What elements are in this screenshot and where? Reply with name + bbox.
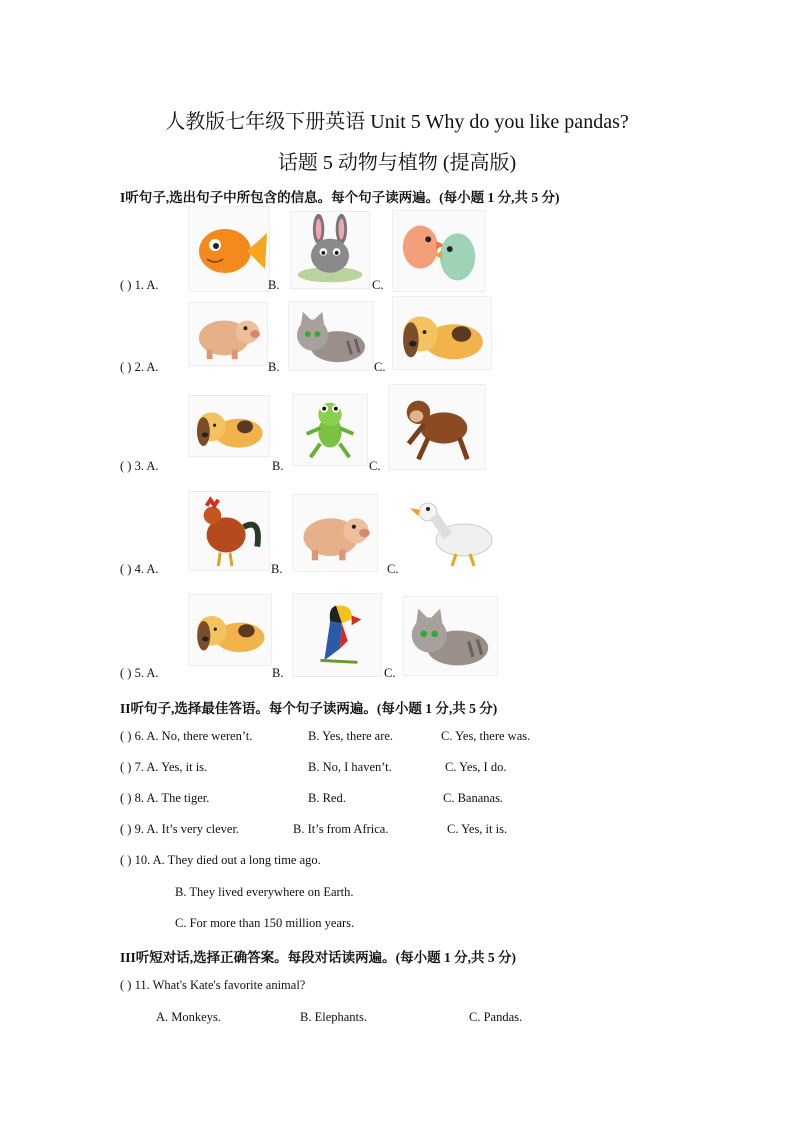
q4-option-c: C. (387, 562, 399, 576)
duck-picture (404, 492, 500, 572)
q2-option-b: B. (268, 360, 280, 374)
q10-option-c: C. For more than 150 million years. (175, 916, 355, 930)
q2-number: ( ) 2. A. (120, 360, 159, 374)
q1-option-b: B. (268, 278, 280, 292)
q2-option-c: C. (374, 360, 386, 374)
rabbit-picture (290, 211, 370, 289)
section-2-heading: II听句子,选择最佳答语。每个句子读两遍。(每小题 1 分,共 5 分) (120, 701, 498, 716)
q8-option-a: ( ) 8. A. The tiger. (120, 791, 210, 805)
q3-option-c: C. (369, 459, 381, 473)
pig-picture (188, 302, 268, 366)
q5-option-c: C. (384, 666, 396, 680)
q1-number: ( ) 1. A. (120, 278, 159, 292)
q3-option-b: B. (272, 459, 284, 473)
q9-option-c: C. Yes, it is. (447, 822, 508, 836)
q11-option-b: B. Elephants. (300, 1010, 368, 1024)
q11-option-a: A. Monkeys. (156, 1010, 221, 1024)
q10-option-a: ( ) 10. A. They died out a long time ago. (120, 853, 321, 867)
dog-picture (188, 594, 272, 666)
q9-option-a: ( ) 9. A. It’s very clever. (120, 822, 240, 836)
q7-option-b: B. No, I haven’t. (308, 760, 392, 774)
rooster-picture (188, 491, 270, 571)
q4-option-b: B. (271, 562, 283, 576)
birds-picture (392, 210, 486, 292)
dog-picture (188, 395, 270, 457)
q4-number: ( ) 4. A. (120, 562, 159, 576)
page-title: 人教版七年级下册英语 Unit 5 Why do you like pandas? (165, 111, 629, 133)
frog-picture (292, 394, 368, 466)
page-subtitle: 话题 5 动物与植物 (提高版) (277, 152, 517, 174)
q8-option-b: B. Red. (308, 791, 346, 805)
q1-option-c: C. (372, 278, 384, 292)
dog-picture (392, 296, 492, 370)
q8-option-c: C. Bananas. (443, 791, 504, 805)
q7-option-c: C. Yes, I do. (445, 760, 507, 774)
q10-option-b: B. They lived everywhere on Earth. (175, 885, 354, 899)
q3-number: ( ) 3. A. (120, 459, 159, 473)
q11-question: ( ) 11. What's Kate's favorite animal? (120, 978, 306, 992)
q11-option-c: C. Pandas. (469, 1010, 523, 1024)
cat-picture (402, 596, 498, 676)
q9-option-b: B. It’s from Africa. (293, 822, 389, 836)
q6-option-c: C. Yes, there was. (441, 729, 531, 743)
q5-option-b: B. (272, 666, 284, 680)
section-3-heading: III听短对话,选择正确答案。每段对话读两遍。(每小题 1 分,共 5 分) (120, 950, 517, 965)
q7-option-a: ( ) 7. A. Yes, it is. (120, 760, 208, 774)
section-1-heading: I听句子,选出句子中所包含的信息。每个句子读两遍。(每小题 1 分,共 5 分) (120, 190, 560, 205)
cat-picture (288, 301, 374, 371)
fish-picture (188, 206, 270, 292)
parrot-picture (292, 593, 382, 677)
q6-option-a: ( ) 6. A. No, there weren’t. (120, 729, 253, 743)
pig-picture (292, 494, 378, 572)
monkey-picture (388, 384, 486, 470)
q6-option-b: B. Yes, there are. (308, 729, 394, 743)
q5-number: ( ) 5. A. (120, 666, 159, 680)
